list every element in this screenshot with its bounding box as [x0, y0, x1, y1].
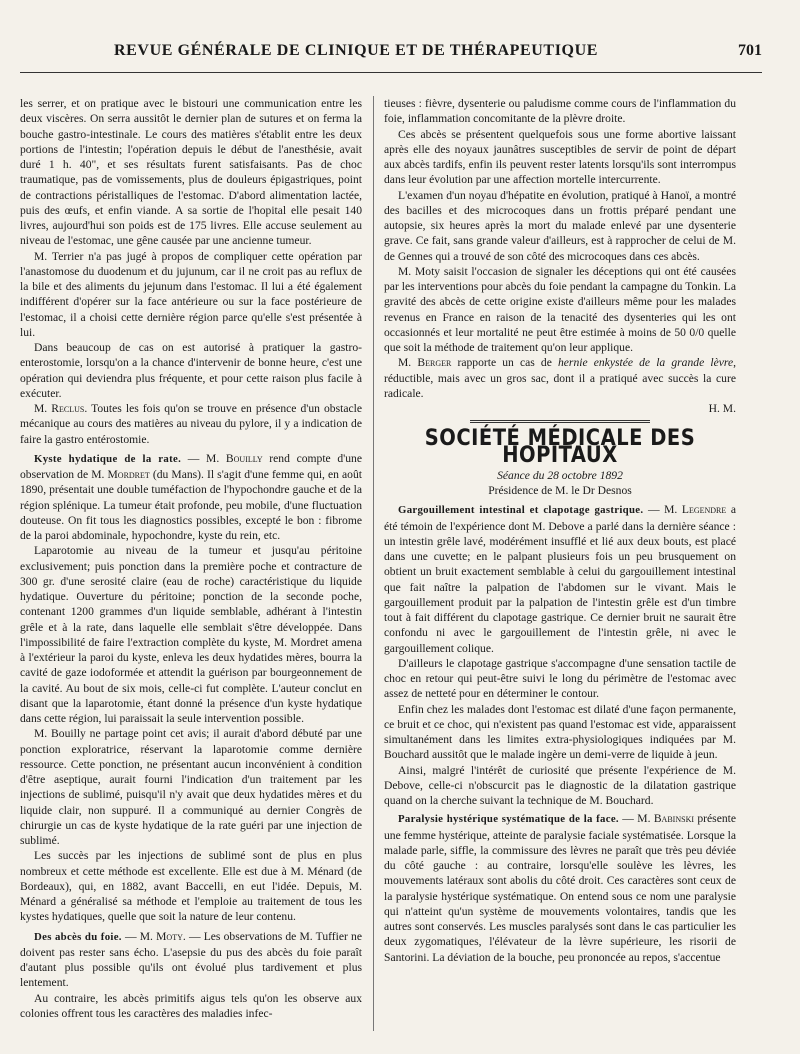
paragraph: M. Bouilly ne partage point cet avis; il aurait d'abord débuté par une ponction exploratrice, réservant la laparotomie comme dernière ressource. Cette ponction, ne présentant aucun inconvénient à condition d'être aseptique, aurait fourni l'indication d'un traitement par les injections de sublimé, puisqu'il n'y avait que deux hydatides mères et du liquide clair, non suppuré. Il a communiqué au dernier Congrès de chirurgie un cas de kyste hydatique de la rate guéri par une injection de sublimé. [20, 727, 362, 847]
session-date: Séance du 28 octobre 1892 [497, 468, 623, 482]
author-name: Mordret [107, 468, 150, 481]
text: — M. [618, 812, 654, 826]
text: — M. [181, 451, 226, 465]
section-title: Kyste hydatique de la rate. [34, 452, 182, 465]
right-column [384, 96, 736, 965]
author-name: Bouilly [225, 451, 263, 465]
header-rule [20, 72, 762, 73]
text: a été témoin de l'expérience dont M. Debove a parlé dans la dernière séance : un intestin grêle lavé, modérément insufflé et lié aux deux bouts, est placé dans une cuvette; en le palpant plusieurs fois un peu brusquement on obtient un bruit exactement semblable à celui du gargouillement intestinal que fait naître la palpation de l'abdomen sur le vivant. Mais le gargouillement produit par la palpation de l'intestin grêle est d'un timbre tout à fait différent du clapotage gastrique. Ce dernier bruit ne saurait être confondu ni avec le gargouillement de l'intestin grêle, ni avec le gargouillement colique. [384, 503, 737, 655]
paragraph: L'examen d'un noyau d'hépatite en évolution, pratiqué à Hanoï, a montré des bacilles et des microcoques dans un frottis préparé pendant une autopsie, six heures après la mort du malade enlevé par une dysenterie grave. Ce fait, sans grande valeur d'ailleurs, est à rapprocher de celui de M. de Gennes qui a trouvé de son côté des microcoques dans ces abcès. [384, 188, 736, 263]
text: présente une femme hystérique, atteinte de paralysie faciale systématisée. Lorsque la malade parle, siffle, la commissure des lèvres ne paraît que très peu déviée du côté gauche : au contraire, lorsqu'elle soulève les lèvres, les mouvements latéraux sont abolis du côté droit. Ces caractères sont ceux de la paralysie hystérique systématique. On entend sous ce nom une paralysie qui n'atteint qu'un système de mouvements volontaires, tandis que les autres sont conservés. Les muscles paralysés sont dans le cas particulier les deux zygomatiques, l'élévateur de la lèvre supérieure, les risorii de Santorini. La déviation de la bouche, peu prononcée au repos, s'accentue [384, 812, 737, 964]
italic-term: hernie enkystée de la grande lèvre [557, 356, 734, 370]
paragraph [20, 401, 362, 447]
signature-line [384, 401, 736, 416]
author-name: Babinski [653, 812, 695, 826]
author-name: M. Reclus. [34, 402, 88, 415]
paragraph: Ces abcès se présentent quelquefois sous une forme abortive laissant après elle des noyaux jaunâtres susceptibles de servir de point de départ aux abcès tardifs, enfin ils peuvent rester latents lorsqu'ils sont interrompus dans leur évolution par une affection mortelle intercurrente. [384, 127, 736, 187]
section-kyste [20, 451, 362, 544]
text: rend compte d'une observation de M. [20, 451, 363, 481]
paragraph-text: Toutes les fois qu'on se trouve en présence d'un obstacle mécanique au cours des matières au niveau du pylore, il y a indication de faire la gastro entérostomie. [20, 402, 362, 446]
section-title: Gargouillement intestinal et clapotage gastrique. [398, 504, 644, 517]
paragraph: Au contraire, les abcès primitifs aigus tels qu'on les observe aux colonies offrent tous les caractères des maladies infec- [20, 991, 362, 1020]
running-header [20, 38, 762, 70]
paragraph: les serrer, et on pratique avec le bistouri une communication entre les deux viscères. On serra aussitôt le dernier plan de sutures et on ferma la bouche gastro-intestinale. Le cours des matières s'établit entre les deux portions de l'intestin; l'opération depuis le début de l'anesthésie, avait duré 1 h. 40", et ses résultats furent satisfaisants. Pas de choc traumatique, pas de vomissements, plus de douleurs épigastriques, point de contractions péristalliques de l'estomac. D'abord alimentation lactée, puis des œufs, et enfin viande. A sa sortie de l'hopital elle pesait 140 livres, aujourd'hui son poids est de 175 livres. Elle accuse seulement au niveau de l'estomac, une gêne causée par une ancienne tumeur. [20, 97, 362, 248]
author-name: Moty [156, 929, 183, 943]
section-gargouillement [384, 502, 736, 656]
paragraph: D'ailleurs le clapotage gastrique s'accompagne d'une sensation tactile de choc en retour qui peut-être suivi le long du périmètre de l'estomac avec assez de netteté pour en déterminer le contour. [384, 656, 736, 701]
text: rapporte un cas de [451, 356, 558, 370]
section-paralysie [384, 811, 736, 965]
paragraph: Ainsi, malgré l'intérêt de curiosité que présente l'expérience de M. Debove, celle-ci n'obscurcit pas le diagnostic de la dilatation gastrique quand on la cherche suivant la technique de M. Bouchard. [384, 763, 736, 807]
text: — M. [121, 929, 157, 943]
text: (du Mans). Il s'agit d'une femme qui, en août 1890, présentait une double tuméfaction de l'hypochondre gauche et de la région splénique. La tumeur était profonde, peu mobile, d'une fluctuation douteuse. On fit tous les diagnostics possibles, excepté le bon : fibrome de la paroi abdominale, hypochondre, kyste du rein, etc. [20, 468, 362, 542]
section-separator [470, 420, 650, 423]
text: — M. [643, 503, 682, 517]
paragraph: Dans beaucoup de cas on est autorisé à pratiquer la gastro-enterostomie, lorsqu'on a la chance d'intervenir de bonne heure, c'est une opération qui deviendra plus fréquente, et pour cette raison plus facile à exécuter. [20, 341, 362, 400]
text: , réductible, mais avec un gros sac, dont il a pratiqué avec succès la cure radicale. [384, 356, 736, 400]
section-abces [20, 929, 362, 991]
journal-title: REVUE GÉNÉRALE DE CLINIQUE ET DE THÉRAPEUTIQUE [114, 42, 598, 59]
paragraph: M. Moty saisit l'occasion de signaler les déceptions qui ont été causées par les interventions pour abcès du foie pendant la campagne du Tonkin. La gravité des abcès de cette origine existe d'ailleurs même pour les malades revenus en France en raison de la tenacité des dysenteries qui les ont occasionnés et leur mortalité ne peut être estimée à moins de 50 0/0 quelle que soit la méthode de traitement qu'on leur applique. [384, 264, 736, 354]
paragraph: tieuses : fièvre, dysenterie ou paludisme comme cours de l'inflammation du foie, inflammation concomitante de la plèvre droite. [384, 97, 736, 126]
paragraph: Enfin chez les malades dont l'estomac est dilaté d'une façon permanente, ce bruit et ce choc, qui n'existent pas quand l'estomac est vide, apparaissent simultanément dans les limites extra-physiologiques indiquées par M. Bouchard aussitôt que le malade ingère un demi-verre de liquide à jeun. [384, 702, 736, 762]
paragraph: Laparotomie au niveau de la tumeur et jusqu'au péritoine exclusivement; puis ponction dans la première poche et contracture de 300 gr. d'une serosité claire (eau de roche) caractéristique du liquide hydatique. Ouverture du péritoine; ponction de la seconde poche, contenant 1200 grammes d'un liquide semblable, adhérant à l'intestin grêle et à la rate, dans laquelle elle semblait s'être développée. Dans l'impossibilité de faire l'extraction complète du kyste, M. Mordret amena à l'extérieur la paroi du kyste, enleva les deux hydatides mères, bourra la cavité de gaze iodoformée et attendit la guérison par bourgeonnement de la cavité. Au bout de six mois, celle-ci fut complète. L'auteur conclut en disant que la laparotomie, étant donné la présence d'un kyste hydatique dans cette région, lui paraissait la seule intervention possible. [20, 544, 362, 725]
left-column [20, 96, 362, 1021]
presidence: Présidence de M. le Dr Desnos [488, 484, 632, 497]
section-title: Paralysie hystérique systématique de la face. [398, 813, 619, 826]
text: . — Les observations de M. Tuffier ne doivent pas rester sans écho. L'asepsie du pus des abcès du foie paraît d'autant plus possible qu'ils ont évolué plus tardivement et plus lentement. [20, 929, 362, 990]
society-title: SOCIÉTÉ MÉDICALE DES HOPITAUX [424, 424, 696, 469]
paragraph: Les succès par les injections de sublimé sont de plus en plus nombreux et cette méthode est excellente. Elle est due à M. Ménard (de Bordeaux), qui, en 1882, avant Baccelli, en eut l'idée. Depuis, M. Ménard a généralisé sa méthode et l'emploie au traitement de tous les kystes hydatiques, quelle que soit la nature de leur contenu. [20, 849, 362, 924]
paragraph-berger [384, 355, 736, 401]
paragraph: M. Terrier n'a pas jugé à propos de compliquer cette opération par l'anastomose du duodenum et du jujunum, car il ne croit pas au reflux de la bile et des aliments du jejunum dans l'estomac. Il lui a été également indifférent d'opérer sur la face antérieure ou sur la face postérieure de l'estomac, il a choisi cette dernière région parce qu'elle s'est présentée à lui. [20, 249, 362, 339]
author-name: Berger [417, 356, 452, 370]
section-title: Des abcès du foie. [34, 930, 122, 943]
signature: H. M. [708, 402, 736, 415]
text: M. [398, 356, 418, 370]
author-name: Legendre [681, 503, 727, 517]
column-divider [373, 96, 374, 1031]
page-number: 701 [738, 42, 762, 59]
